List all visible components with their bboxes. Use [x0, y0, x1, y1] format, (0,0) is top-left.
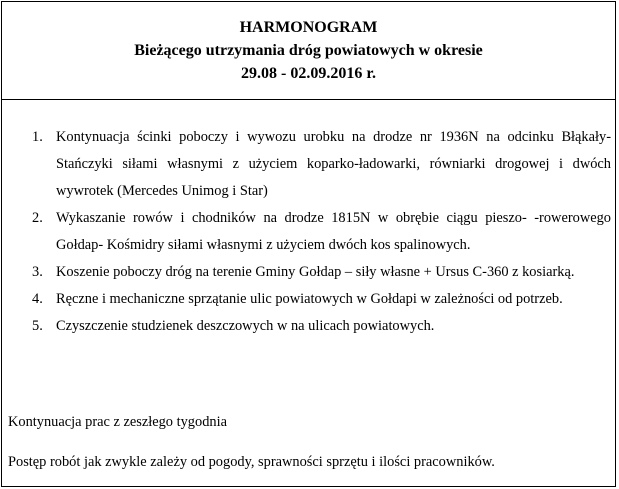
- progress-note: Postęp robót jak zwykle zależy od pogody, sprawności sprzętu i ilości pracowników.: [8, 454, 495, 470]
- task-list: [0, 124, 619, 340]
- list-item-text: Ręczne i mechaniczne sprzątanie ulic powiatowych w Gołdapi w zależności od potrzeb.: [56, 291, 563, 307]
- continuation-note: Kontynuacja prac z zeszłego tygodnia: [8, 414, 227, 430]
- list-item: [0, 259, 619, 286]
- list-item: [0, 286, 619, 313]
- list-item-text: Czyszczenie studzienek deszczowych w na ulicach powiatowych.: [56, 318, 435, 334]
- list-item-text: Wykaszanie rowów i chodników na drodze 1815N w obrębie ciągu pieszo- -rowerowego Gołdap- Kośmidry siłami własnymi z użyciem dwóch kos spalinowych.: [56, 210, 611, 253]
- document-header: [1, 1, 616, 100]
- list-item-text: Koszenie poboczy dróg na terenie Gminy Gołdap – siły własne + Ursus C-360 z kosiarką.: [56, 264, 575, 280]
- list-item: [0, 313, 619, 340]
- list-item-text: Kontynuacja ścinki poboczy i wywozu urobku na drodze nr 1936N na odcinku Błąkały-Stańczyki siłami własnymi z użyciem koparko-ładowarki, równiarki drogowej i dwóch wywrotek (Mercedes Unimog i Star): [56, 129, 611, 199]
- list-item-number: 1.: [32, 129, 43, 145]
- document-period: 29.08 - 02.09.2016 r.: [241, 65, 376, 82]
- list-item-number: 3.: [32, 264, 43, 280]
- list-item-number: 5.: [32, 318, 43, 334]
- list-item: [0, 205, 619, 259]
- list-item-number: 2.: [32, 210, 43, 226]
- list-item-number: 4.: [32, 291, 43, 307]
- list-item: [0, 124, 619, 205]
- document-title: HARMONOGRAM: [239, 19, 378, 36]
- document-subtitle: Bieżącego utrzymania dróg powiatowych w okresie: [134, 42, 483, 59]
